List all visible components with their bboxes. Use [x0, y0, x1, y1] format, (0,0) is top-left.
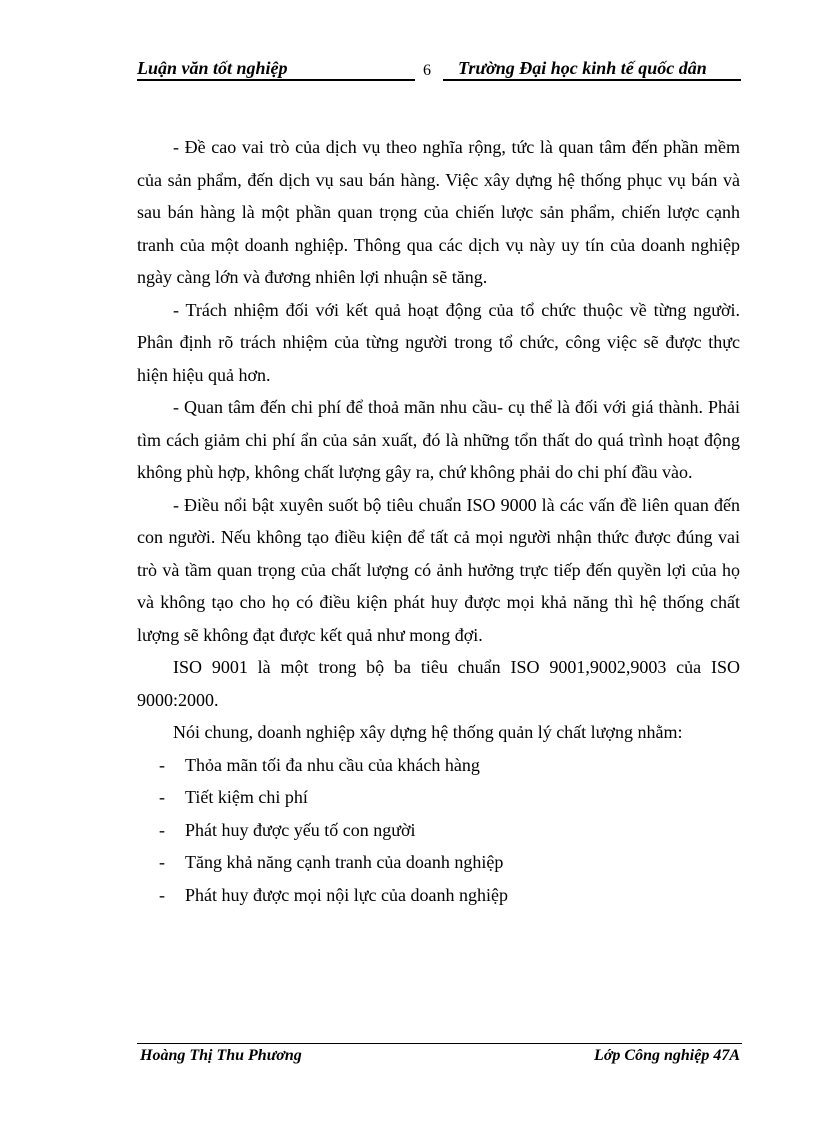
paragraph-iso-9001: ISO 9001 là một trong bộ ba tiêu chuẩn ISO 9001,9002,9003 của ISO 9000:2000. — [137, 657, 740, 710]
bullet-dash: - — [159, 754, 165, 775]
bullet-dash: - — [159, 852, 165, 872]
header-left-title: Luận văn tốt nghiệp — [137, 58, 288, 78]
paragraph-service-role: - Đề cao vai trò của dịch vụ theo nghĩa rộng, tức là quan tâm đến phần mềm của sản phẩm, đến dịch vụ sau bán hàng. Việc xây dựng hệ thống phục vụ bán và sau bán hàng là một phần quan trọng của chiến lược sản phẩm, chiến lược cạnh tranh của một doanh nghiệp. Thông qua các dịch vụ này uy tín của doanh nghiệp ngày càng lớn và đương nhiên lợi nhuận sẽ tăng. — [137, 137, 740, 287]
goals-list — [137, 749, 740, 912]
body-text — [137, 131, 740, 911]
footer-class: Lớp Công nghiệp 47A — [594, 1047, 740, 1064]
list-item — [137, 846, 740, 879]
bullet-dash: - — [159, 787, 165, 807]
list-item — [137, 879, 740, 912]
list-item-text: Tăng khả năng cạnh tranh của doanh nghiệp — [185, 852, 504, 872]
paragraph-cost: - Quan tâm đến chi phí để thoả mãn nhu cầu- cụ thể là đối với giá thành. Phải tìm cách giảm chi phí ẩn của sản xuất, đó là những tổn thất do quá trình hoạt động không phù hợp, không chất lượng gây ra, chứ không phải do chi phí đầu vào. — [137, 397, 740, 482]
list-item — [137, 814, 740, 847]
header-right-title: Trường Đại học kinh tế quốc dân — [458, 58, 707, 78]
bullet-dash: - — [159, 884, 165, 905]
header-rule-left — [137, 79, 415, 81]
paragraph-responsibility: - Trách nhiệm đối với kết quả hoạt động của tổ chức thuộc về từng người. Phân định rõ trách nhiệm của từng người trong tổ chức, công việc sẽ được thực hiện hiệu quả hơn. — [137, 299, 740, 385]
footer-rule — [137, 1043, 742, 1044]
page-number: 6 — [423, 62, 431, 79]
list-item-text: Phát huy được yếu tố con người — [185, 819, 416, 840]
list-item-text: Thỏa mãn tối đa nhu cầu của khách hàng — [185, 754, 480, 775]
list-item-text: Tiết kiệm chi phí — [185, 787, 308, 807]
bullet-dash: - — [159, 819, 165, 840]
footer-author: Hoàng Thị Thu Phương — [140, 1047, 302, 1064]
header-rule-right — [443, 79, 741, 81]
paragraph-people: - Điều nổi bật xuyên suốt bộ tiêu chuẩn ISO 9000 là các vấn đề liên quan đến con người. Nếu không tạo điều kiện để tất cả mọi người nhận thức được đúng vai trò và tầm quan trọng của chất lượng có ảnh hưởng trực tiếp đến quyền lợi của họ và không tạo cho họ có điều kiện phát huy được mọi khả năng thì hệ thống chất lượng sẽ không đạt được kết quả như mong đợi. — [137, 494, 740, 645]
list-item-text: Phát huy được mọi nội lực của doanh nghiệp — [185, 884, 508, 905]
paragraph-goals-intro: Nói chung, doanh nghiệp xây dựng hệ thống quản lý chất lượng nhằm: — [173, 722, 683, 742]
list-item — [137, 749, 740, 782]
list-item — [137, 781, 740, 814]
